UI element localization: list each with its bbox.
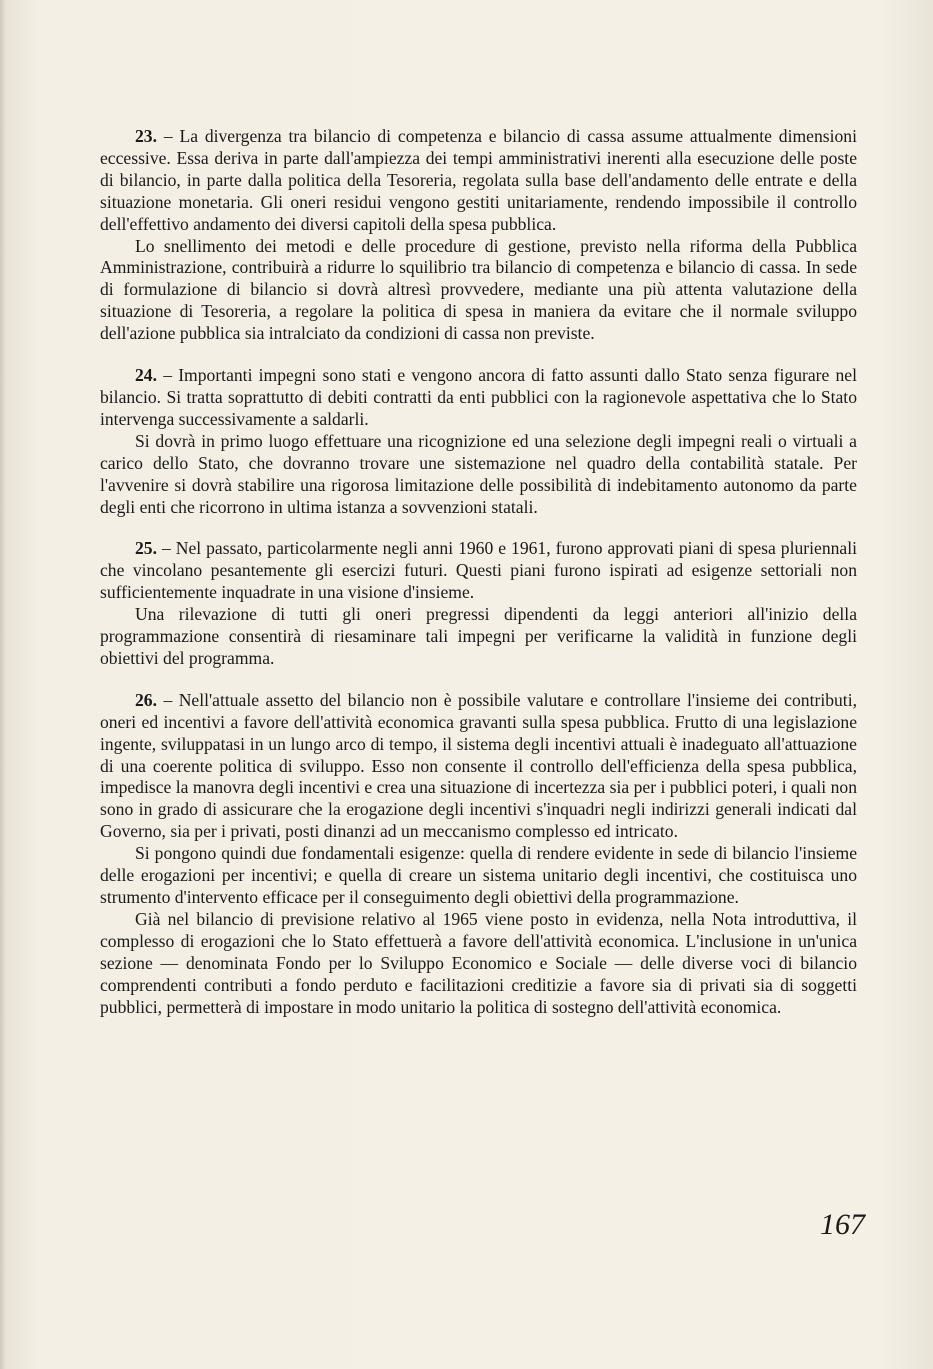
section-number: 23. [135,126,157,146]
paragraph-text: – Importanti impegni sono stati e vengono ancora di fatto assunti dallo Stato senza figurare nel bilancio. Si tratta soprattutto di debiti contratti da enti pubblici con la ragionevole aspettativa che lo Stato intervenga successivamente a saldarli. [100,365,858,429]
body-text [100,126,857,1018]
section-23 [100,126,857,345]
section-number: 25. [135,538,157,559]
paragraph-text: Si dovrà in primo luogo effettuare una ricognizione ed una selezione degli impegni reali o virtuali a carico dello Stato, che dovranno trovare une sistemazione nel quadro della contabilità statale. Per l'avvenire si dovrà stabilire una rigorosa limitazione delle possibilità di indebitamento autonomo da parte degli enti che ricorrono in ultima istanza a sovvenzioni statali. [100,430,857,517]
paragraph-text: – Nell'attuale assetto del bilancio non è possibile valutare e controllare l'insieme dei contributi, oneri ed incentivi a favore dell'attività economica gravanti sulla spesa pubblica. Frutto di una legislazione ingente, sviluppatasi in un lungo arco di tempo, il sistema degli incentivi attuali è inadeguato all'attuazione di una coerente politica di sviluppo. Esso non consente il controllo dell'efficienza della spesa pubblica, impedisce la manovra degli incentivi e crea una situazione di incertezza sia per i pubblici poteri, i quali non sono in grado di assicurare che la erogazione degli incentivi s'inquadri negli indirizzi generali indicati dal Governo, sia per i privati, posti dinanzi ad un meccanismo complesso ed intricato. [100,689,857,842]
paragraph-text: Si pongono quindi due fondamentali esigenze: quella di rendere evidente in sede di bilancio l'insieme delle erogazioni per incentivi; e quella di creare un sistema unitario degli incentivi, che costituisca uno strumento d'intervento efficace per il conseguimento degli obiettivi della programmazione. [100,843,857,907]
section-25 [100,538,857,669]
paragraph-text: Già nel bilancio di previsione relativo al 1965 viene posto in evidenza, nella Nota introduttiva, il complesso di erogazioni che lo Stato effettuerà a favore dell'attività economica. L'inclusione in un'unica sezione — denominata Fondo per lo Sviluppo Economico e Sociale — delle diverse voci di bilancio comprendenti contributi a fondo perduto e facilitazioni creditizie a favore sia di privati sia di soggetti pubblici, permetterà di impostare in modo unitario la politica di sostegno dell'attività economica. [100,908,857,1017]
paragraph [100,909,857,1019]
scan-edge-shadow [0,0,6,1369]
paragraph [100,604,857,670]
paragraph-text: Lo snellimento dei metodi e delle procedure di gestione, previsto nella riforma della Pubblica Amministrazione, contribuirà a ridurre lo squilibrio tra bilancio di competenza e bilancio di cassa. In sede di formulazione di bilancio si dovrà altresì provvedere, mediante una più attenta valutazione della situazione di Tesoreria, a regolare la politica di spesa in maniera da evitare che il normale sviluppo dell'azione pubblica sia intralciato da condizioni di cassa non previste. [100,235,857,344]
paragraph [100,431,857,519]
paragraph-text: – Nel passato, particolarmente negli anni 1960 e 1961, furono approvati piani di spesa pluriennali che vincolano pesantemente gli esercizi futuri. Questi piani furono ispirati ad esigenze settoriali non sufficientemente inquadrate in una visione d'insieme. [100,538,857,603]
paragraph [100,843,857,909]
section-24 [100,365,857,518]
paragraph-text: – La divergenza tra bilancio di competenza e bilancio di cassa assume attualmente dimensioni eccessive. Essa deriva in parte dall'ampiezza dei tempi amministrativi inerenti alla esecuzione delle poste di bilancio, in parte dalla politica della Tesoreria, regolata sulla base dell'andamento delle entrate e della situazione monetaria. Gli oneri residui vengono gestiti unitariamente, rendendo impossibile il controllo dell'effettivo andamento dei diversi capitoli della spesa pubblica. [100,126,857,234]
paragraph [100,126,857,236]
paragraph [100,690,857,843]
section-number: 26. [135,689,157,710]
paragraph [100,365,857,431]
section-26 [100,690,857,1019]
section-number: 24. [135,365,157,386]
paragraph [100,538,857,604]
paragraph [100,236,857,346]
paragraph-text: Una rilevazione di tutti gli oneri pregressi dipendenti da leggi anteriori all'inizio della programmazione consentirà di riesaminare tali impegni per verificarne la validità in funzione degli obiettivi del programma. [100,604,857,668]
page-number: 167 [820,1208,865,1241]
